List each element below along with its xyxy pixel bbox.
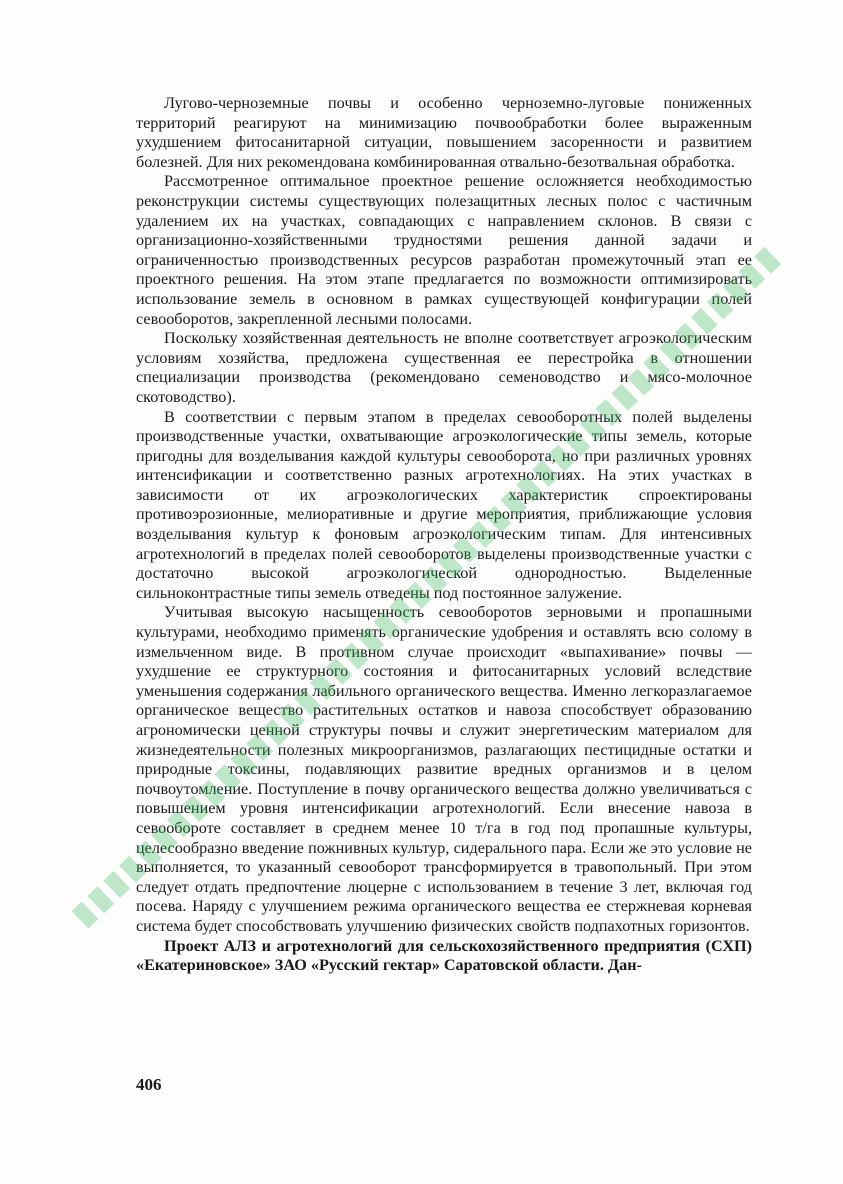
watermark-dash — [72, 901, 99, 928]
watermark-dash — [88, 886, 115, 913]
body-text — [136, 94, 752, 976]
paragraph-4: В соответствии с первым этапом в пределах севооборотных полей выделены производственные участки, охватывающие агроэкологические типы земель, которые пригодны для возделывания каждой культуры севооборота, но при различных уровнях интенсификации и соответственно разных агротехнологиях. На этих участках в зависимости от их агроэкологических характеристик спроектированы противоэрозионные, мелиоративные и другие мероприятия, приближающие условия возделывания культур к фоновым агроэкологическим типам. Для интенсивных агротехнологий в пределах полей севооборотов выделены производственные участки с достаточно высокой агроэкологической однородностью. Выделенные сильноконтрастные типы земель отведены под постоянное залужение. — [136, 407, 752, 602]
page-number: 406 — [136, 1075, 162, 1094]
paragraph-2: Рассмотренное оптимальное проектное решение осложняется необходимостью реконструкции системы существующих полезащитных лесных полос с частичным удалением их на участках, совпадающих с направлением склонов. В связи с организационно-хозяйственными трудностями решения данной задачи и ограниченностью производственных ресурсов разработан промежуточный этап ее проектного решения. На этом этапе предлагается по возможности оптимизировать использование земель в основном в рамках существующей конфигурации полей севооборотов, закрепленной лесными полосами. — [136, 172, 752, 328]
paragraph-6-heading: Проект АЛЗ и агротехнологий для сельскохозяйственного предприятия (СХП) «Екатериновское» ЗАО «Русский гектар» Саратовской области. Дан- — [136, 936, 752, 975]
paragraph-1: Лугово-черноземные почвы и особенно черноземно-луговые пониженных территорий реагируют на минимизацию почвообработки более выраженным ухудшением фитосанитарной ситуации, повышением засоренности и развитием болезней. Для них рекомендована комбинированная отвально-безотвальная обработка. — [136, 94, 752, 171]
paragraph-3: Поскольку хозяйственная деятельность не вполне соответствует агроэкологическим условиям хозяйства, предложена существенная ее перестройка в отношении специализации производства (рекомендовано семеноводство и мясо-молочное скотоводство). — [136, 329, 752, 406]
paragraph-5: Учитывая высокую насыщенность севооборотов зерновыми и пропашными культурами, необходимо применять органические удобрения и оставлять всю солому в измельченном виде. В противном случае происходит «выпахивание» почвы — ухудшение ее структурного состояния и фитосанитарных условий вследствие уменьшения содержания лабильного органического вещества. Именно легкоразлагаемое органическое вещество растительных остатков и навоза способствует образованию агрономически ценной структуры почвы и служит энергетическим материалом для жизнедеятельности полезных микроорганизмов, разлагающих пестицидные остатки и природные токсины, подавляющих развитие вредных организмов и в целом почвоутомление. Поступление в почву органического вещества должно увеличиваться с повышением уровня интенсификации агротехнологий. Если внесение навоза в севообороте составляет в среднем менее 10 т/га в год под пропашные культуры, целесообразно введение пожнивных культур, сидерального пара. Если же это условие не выполняется, то указанный севооборот трансформируется в травопольный. При этом следует отдать предпочтение люцерне с использованием в течение 3 лет, включая год посева. Наряду с улучшением режима органического вещества ее стержневая корневая система будет способствовать улучшению физических свойств подпахотных горизонтов. — [136, 603, 752, 935]
watermark-dash — [103, 871, 130, 898]
watermark-dash — [754, 247, 781, 274]
